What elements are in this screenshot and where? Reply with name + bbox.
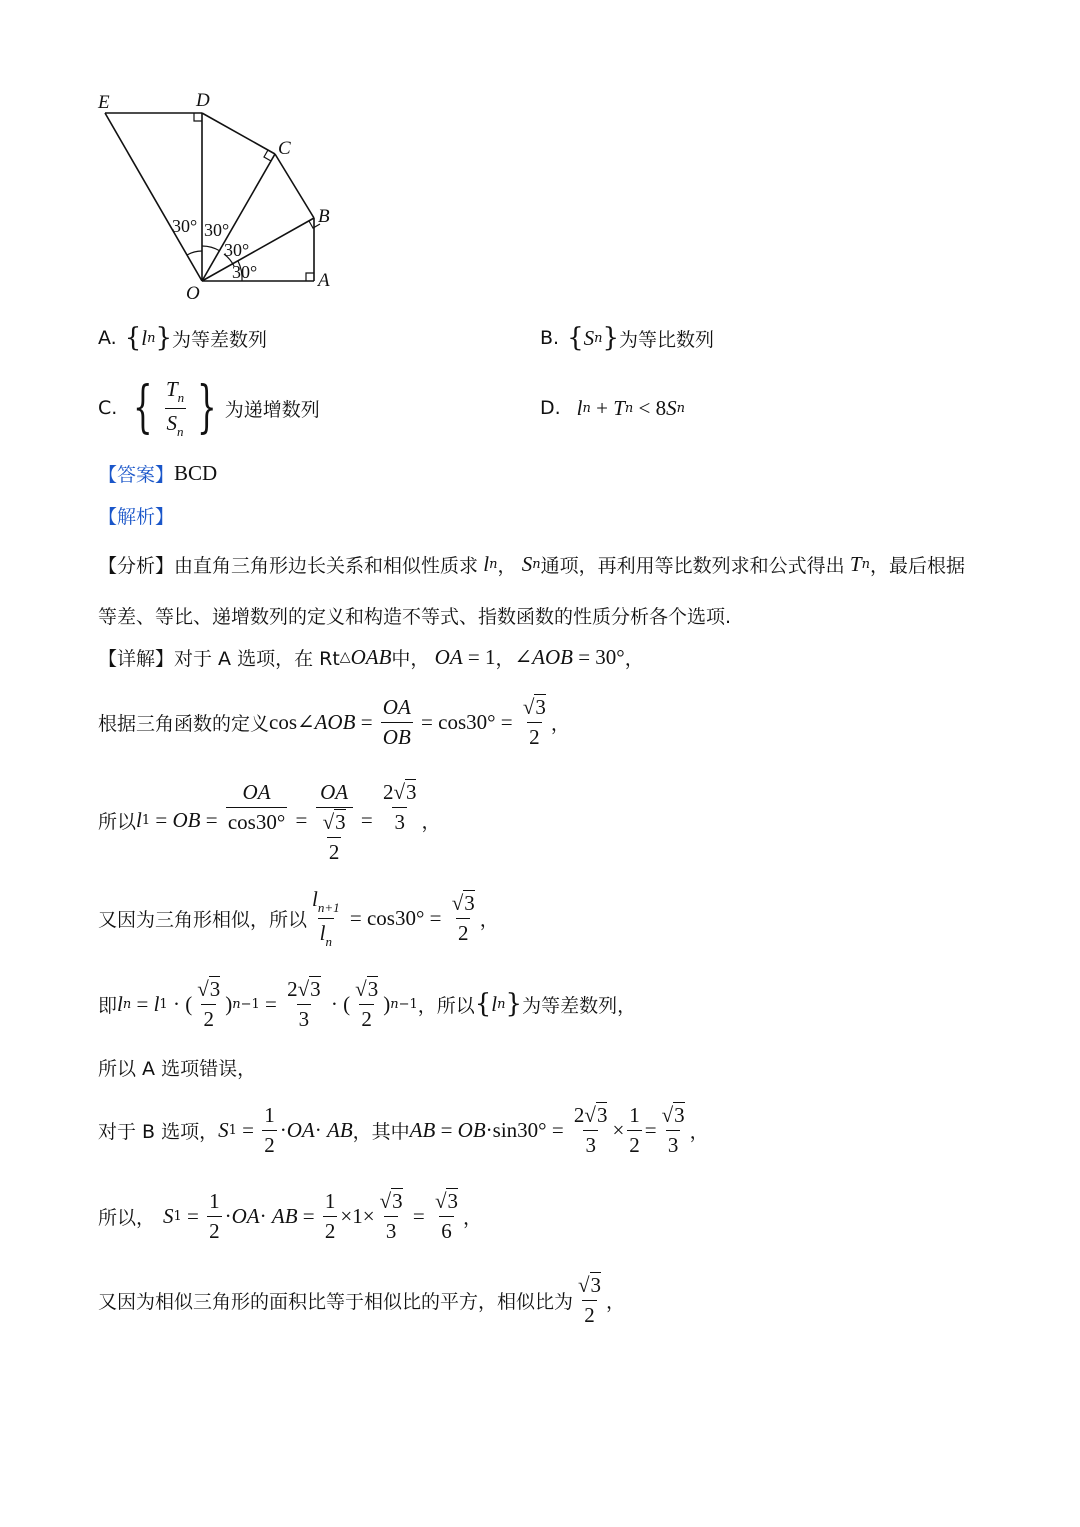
geometry-figure: [90, 88, 350, 303]
eq-ratio: 又因为三角形相似，所以 $\frac{l_{n+1}}{l_n}$ = cos30° = $\frac{√3}{2}$ ，: [98, 886, 499, 949]
eq-s1-val: 所以， S 1 = $\frac{1}{2}$ · OA · AB = $\frac{1}{2}$ ×1× $\frac{√3}{3}$ = $\frac{√3}{6}$ ，: [98, 1188, 482, 1243]
fenxi-line-1: 【分析】 由直角三角形边长关系和相似性质求 l n ， S n 通项，再利用等比数列求和公式得出 T n ，最后根据: [98, 551, 965, 577]
option-b: B. { S n } 为等比数列: [540, 323, 715, 353]
right-angle-A: [306, 273, 314, 281]
analysis-header: 【解析】: [98, 505, 175, 528]
label-O: O: [186, 283, 200, 303]
label-A: A: [318, 270, 330, 291]
fenxi-line-2: 等差、等比、递增数列的定义和构造不等式、指数函数的性质分析各个选项.: [98, 605, 732, 628]
angle-label-2: 30°: [204, 220, 230, 240]
segment-DC: [202, 113, 275, 154]
eq-s1-def: 对于 B 选项， S 1 = $\frac{1}{2}$ · OA · AB ，其中 AB = OB ·sin30° = $\frac{2√3}{3}$ × $\frac{1}{2}$ = $\frac{√3}{3}$ ，: [98, 1102, 709, 1157]
eq-ln: 即 l n = l 1 · ( $\frac{√3}{2}$ ) n−1 = $\frac{2√3}{3}$ · ( $\frac{√3}{2}$ ) n−1 ，所以 { l n } 为等差数列，: [98, 976, 637, 1031]
eq-l1: 所以 l 1 = OB = $\frac{OA}{\cos 30^\circ}$ = $\frac{OA}{\frac{√3}{2}}$ = $\frac{2√3}{3}$ ，: [98, 780, 441, 864]
label-B: B: [318, 206, 330, 227]
angle-label-1: 30°: [172, 216, 198, 236]
a-wrong: 所以 A 选项错误，: [98, 1057, 257, 1080]
label-E: E: [98, 92, 110, 113]
option-c: C. { $\frac{T_n}{S_n}$ } 为递增数列: [98, 375, 320, 440]
angle-label-4: 30°: [232, 262, 258, 282]
answer-value: BCD: [174, 460, 218, 485]
segment-CB: [275, 154, 314, 218]
segment-OE: [105, 113, 202, 281]
label-D: D: [196, 90, 210, 111]
angle-arc-1: [187, 251, 202, 255]
option-d: D. l n + T n < 8 S n: [540, 395, 686, 420]
answer-line: 【答案】 BCD: [98, 460, 218, 486]
angle-label-3: 30°: [224, 240, 250, 260]
eq-cos-def: 根据三角函数的定义 cos∠ AOB = $\frac{OA}{OB}$ = cos30° = $\frac{√3}{2}$ ，: [98, 694, 570, 749]
detail-intro: 【详解】 对于 A 选项，在 Rt △ OAB 中， OA = 1 ， ∠ AOB = 30° ，: [98, 644, 644, 670]
angle-arc-2: [202, 246, 220, 251]
option-a: A. { l n } 为等差数列: [98, 323, 268, 353]
right-angle-D: [194, 113, 202, 121]
similar-ratio: 又因为相似三角形的面积比等于相似比的平方，相似比为 $\frac{√3}{2}$ ，: [98, 1272, 626, 1327]
label-C: C: [278, 138, 291, 159]
